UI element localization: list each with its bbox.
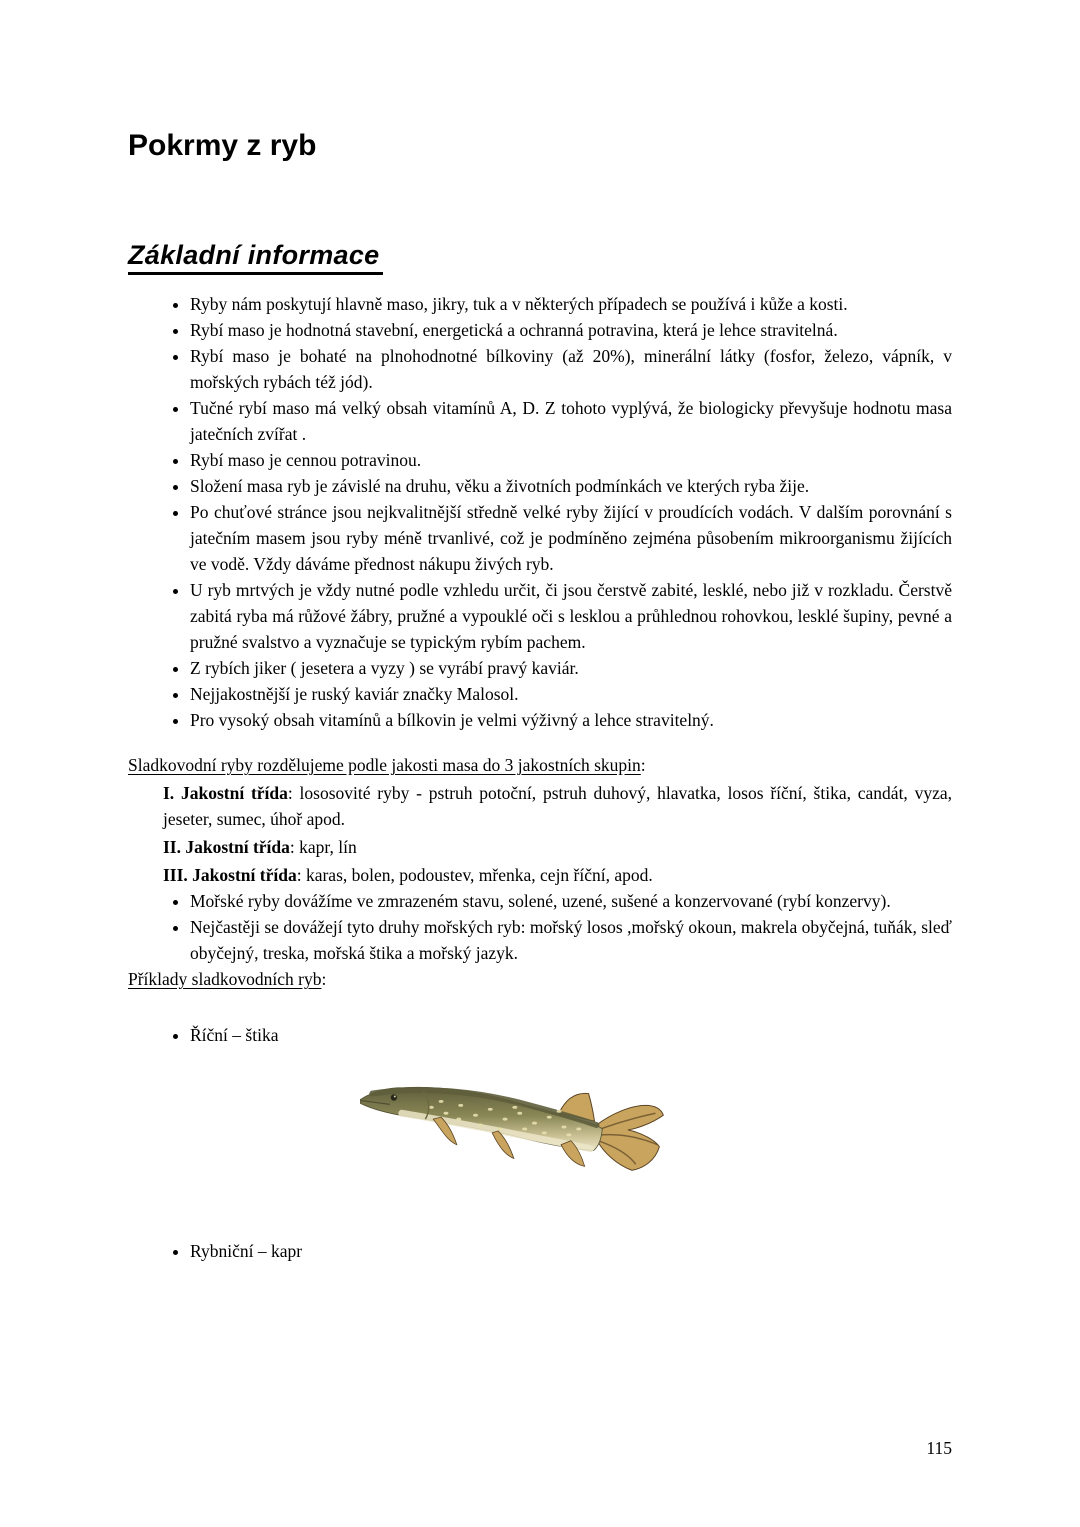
quality-class-text: : lososovité ryby - pstruh potoční, pstruh duhový, hlavatka, losos říční, štika, candát, vyza, jeseter, sumec, úhoř apod. — [163, 783, 952, 829]
pike-eye — [391, 1094, 397, 1100]
list-item: • Ryby nám poskytují hlavně maso, jikry, tuk a v některých případech se používá i kůže a kosti. — [190, 291, 952, 317]
list-item: • U ryb mrtvých je vždy nutné podle vzhledu určit, či jsou čerstvě zabité, lesklé, nebo již v rozkladu. Čerstvě zabitá ryba má růžové žábry, pružné a vypouklé oči s lesklou a průhlednou rohovkou, lesklé šupiny, pevné a pružné svalstvo a vyznačuje se typickým rybím pachem. — [190, 577, 952, 655]
list-item-carp: • Rybniční – kapr — [190, 1238, 952, 1264]
classification-intro-colon: : — [640, 755, 646, 775]
quality-class-text: : karas, bolen, podoustev, mřenka, cejn říční, apod. — [296, 865, 653, 885]
examples-heading — [128, 966, 952, 992]
list-item: • Z rybích jiker ( jesetera a vyzy ) se vyrábí pravý kaviár. — [190, 655, 952, 681]
quality-class-3 — [163, 862, 952, 888]
list-item: • Mořské ryby dovážíme ve zmrazeném stavu, solené, uzené, sušené a konzervované (rybí konzervy). — [190, 888, 952, 914]
list-item: • Pro vysoký obsah vitamínů a bílkovin je velmi výživný a lehce stravitelný. — [190, 707, 952, 733]
page-number: 115 — [926, 1438, 952, 1458]
classification-intro — [128, 752, 952, 778]
page-title: Pokrmy z ryb — [128, 129, 317, 162]
example-list-river — [128, 1022, 952, 1048]
quality-class-label: I. Jakostní třída — [163, 783, 288, 803]
section-heading: Základní informace — [128, 240, 383, 275]
sea-fish-bullet-list — [128, 888, 952, 966]
quality-class-text: : kapr, lín — [289, 837, 357, 857]
list-item: • Rybí maso je hodnotná stavební, energetická a ochranná potravina, která je lehce stravitelná. — [190, 317, 952, 343]
list-item-pike: • Říční – štika — [190, 1022, 952, 1048]
examples-heading-colon: : — [321, 969, 327, 989]
list-item: • Nejjakostnější je ruský kaviár značky Malosol. — [190, 681, 952, 707]
quality-class-label: III. Jakostní třída — [163, 865, 297, 885]
examples-heading-text: Příklady sladkovodních ryb — [128, 969, 322, 989]
list-item: • Tučné rybí maso má velký obsah vitamínů A, D. Z tohoto vyplývá, že biologicky převyšuje hodnotu masa jatečních zvířat . — [190, 395, 952, 447]
list-item: • Rybí maso je cennou potravinou. — [190, 447, 952, 473]
list-item: • Po chuťové stránce jsou nejkvalitnější středně velké ryby žijící v proudících vodách. V dalším porovnání s jatečním masem jsou ryby méně trvanlivé, což je podmíněno zejména působením mikroorganismu žijících ve vodě. Vždy dáváme přednost nákupu živých ryb. — [190, 499, 952, 577]
pike-eye-highlight — [394, 1096, 396, 1098]
info-bullet-list — [128, 291, 952, 733]
list-item: • Rybí maso je bohaté na plnohodnotné bílkoviny (až 20%), minerální látky (fosfor, železo, vápník, v mořských rybách též jód). — [190, 343, 952, 395]
quality-class-2 — [163, 834, 952, 860]
pike-fish-figure — [340, 1068, 670, 1186]
quality-class-label: II. Jakostní třída — [163, 837, 290, 857]
pike-tail-fin — [593, 1105, 663, 1170]
classification-intro-text: Sladkovodní ryby rozdělujeme podle jakosti masa do 3 jakostních skupin — [128, 755, 641, 775]
pike-fish-image — [340, 1068, 670, 1186]
example-list-pond — [128, 1238, 952, 1264]
quality-class-1 — [163, 780, 952, 832]
page-content — [128, 0, 952, 1458]
list-item: • Složení masa ryb je závislé na druhu, věku a životních podmínkách ve kterých ryba žije. — [190, 473, 952, 499]
list-item: • Nejčastěji se dovážejí tyto druhy mořských ryb: mořský losos ,mořský okoun, makrela obyčejná, tuňák, sleď obyčejný, treska, mořská štika a mořský jazyk. — [190, 914, 952, 966]
